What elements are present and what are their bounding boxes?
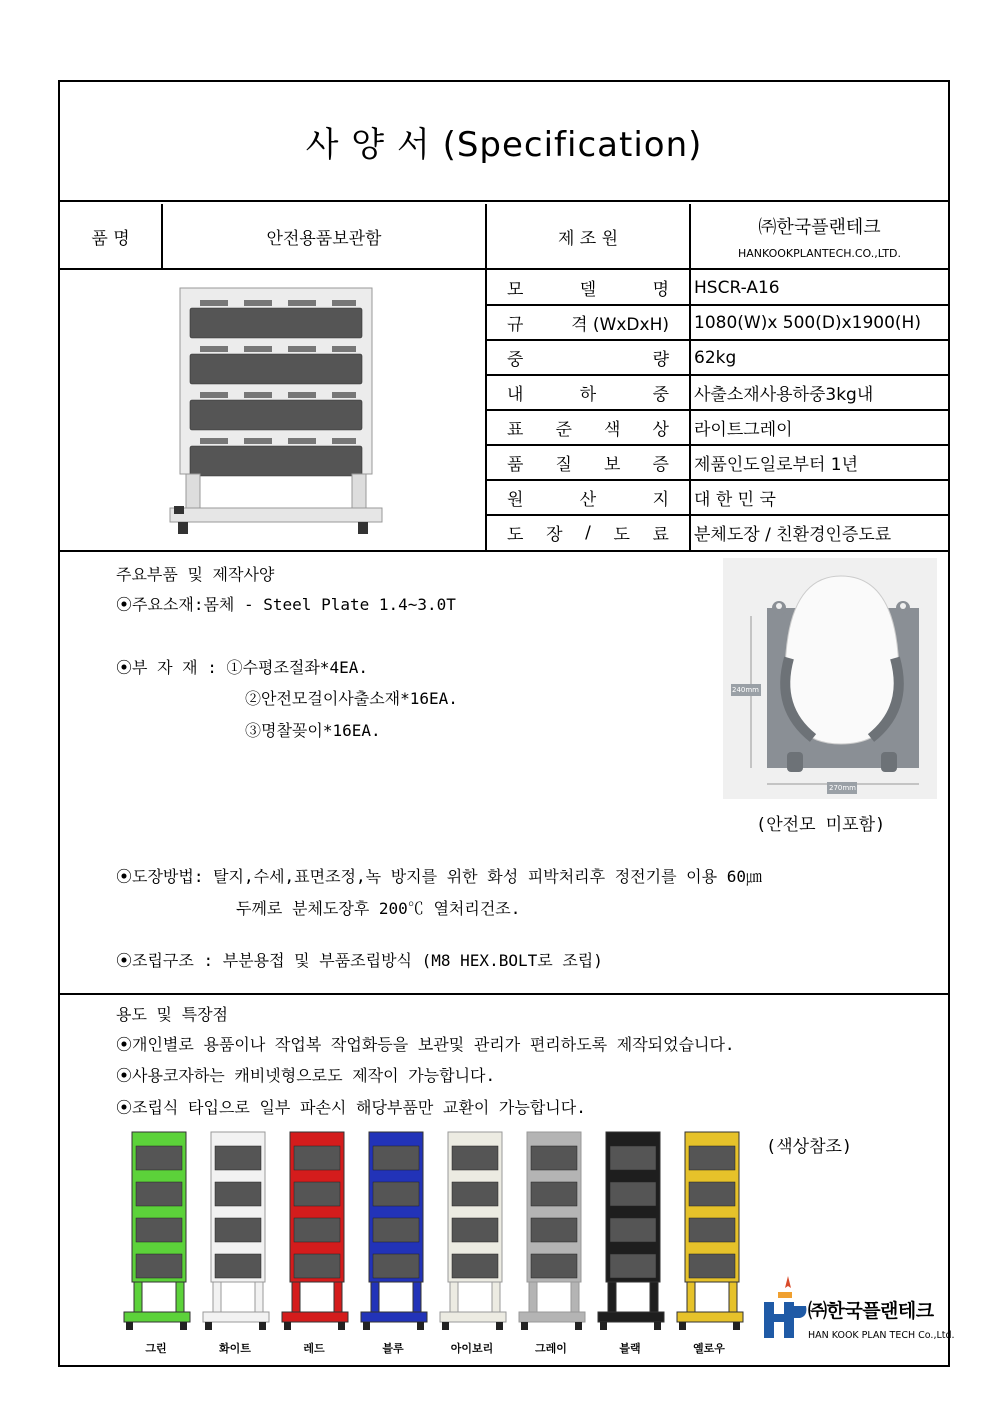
spec-value: 62kg	[694, 347, 737, 368]
color-name: 블루	[382, 1342, 404, 1355]
helmet-holder-image	[723, 558, 937, 799]
dimension-width: 270mm	[829, 784, 856, 792]
color-variant	[120, 1128, 192, 1358]
maker-name: ㈜한국플랜테크	[758, 216, 881, 238]
spec-label-part: 델	[579, 280, 597, 300]
spec-label	[507, 375, 669, 410]
spec-label-part: 료	[652, 525, 669, 545]
spec-value: 라이트그레이	[694, 420, 793, 440]
spec-value: 대 한 민 국	[694, 490, 776, 510]
assembly-structure: ⦿조립구조 : 부분용접 및 부품조립방식 (M8 HEX.BOLT로 조립)	[116, 951, 603, 970]
spec-sheet	[58, 80, 955, 1367]
spec-label-part: 량	[652, 350, 669, 370]
feature-line-2: ⦿사용코자하는 캐비넷형으로도 제작이 가능합니다.	[116, 1066, 496, 1085]
color-name: 옐로우	[693, 1342, 725, 1355]
rack-illustration	[515, 1128, 587, 1334]
spec-label-part: 내	[507, 385, 524, 405]
parts-heading: 주요부품 및 제작사양	[116, 565, 275, 584]
spec-label	[507, 410, 669, 445]
spec-label-part: 격 (WxDxH)	[571, 315, 669, 335]
spec-label	[507, 305, 669, 340]
sub-material-3: ③명찰꽂이*16EA.	[245, 721, 381, 740]
spec-label-part: 산	[579, 490, 597, 510]
spec-label-part: 증	[652, 455, 669, 475]
rack-illustration	[120, 1128, 192, 1334]
color-name: 레드	[303, 1342, 325, 1355]
rack-illustration	[436, 1128, 508, 1334]
paint-method-line2: 두께로 분체도장후 200℃ 열처리건조.	[236, 899, 521, 918]
spec-label-part: 표	[507, 420, 524, 440]
spec-label-part: 보	[604, 455, 621, 475]
spec-value: 분체도장 / 친환경인증도료	[694, 525, 892, 545]
color-variant	[515, 1128, 587, 1358]
maker-label: 제 조 원	[557, 228, 619, 249]
color-name: 화이트	[219, 1342, 251, 1355]
main-material: ⦿주요소재:몸체 - Steel Plate 1.4~3.0T	[116, 595, 456, 614]
color-variant	[199, 1128, 271, 1358]
spec-label-part: /	[585, 522, 591, 543]
feature-line-1: ⦿개인별로 용품이나 작업복 작업화등을 보관및 관리가 편리하도록 제작되었습니다.	[116, 1035, 735, 1054]
logo-mark-icon	[760, 1272, 810, 1342]
spec-label-part: 품	[507, 455, 524, 475]
spec-label-part: 지	[652, 490, 669, 510]
spec-label	[507, 270, 669, 305]
spec-value: 1080(W)x 500(D)x1900(H)	[694, 312, 921, 333]
rack-illustration	[199, 1128, 271, 1334]
spec-value: 사출소재사용하중3kg내	[694, 385, 874, 405]
spec-label-part: 하	[579, 385, 597, 405]
dimension-height: 240mm	[732, 686, 759, 694]
spec-label	[507, 515, 669, 550]
spec-label-part: 중	[652, 385, 669, 405]
spec-label-part: 도	[613, 525, 630, 545]
spec-label-part: 색	[604, 420, 621, 440]
spec-label	[507, 480, 669, 515]
spec-label-part: 도	[507, 525, 524, 545]
color-variant	[357, 1128, 429, 1358]
spec-label-part: 명	[652, 280, 669, 300]
spec-label-part: 질	[555, 455, 572, 475]
color-variant	[673, 1128, 745, 1358]
rack-illustration	[673, 1128, 745, 1334]
spec-label-part: 장	[546, 525, 563, 545]
color-name: 그린	[145, 1342, 167, 1355]
page-title: 사 양 서 (Specification)	[60, 82, 948, 202]
features-heading: 용도 및 특장점	[116, 1005, 229, 1024]
product-value: 안전용품보관함	[266, 228, 382, 249]
spec-label-part: 원	[507, 490, 524, 510]
sub-material-2: ②안전모걸이사출소재*16EA.	[245, 689, 458, 708]
color-name: 그레이	[535, 1342, 567, 1355]
spec-label-part: 모	[507, 280, 524, 300]
spec-value: HSCR-A16	[694, 277, 780, 298]
spec-label	[507, 445, 669, 480]
spec-label-part: 중	[507, 350, 524, 370]
color-note: (색상참조)	[766, 1137, 853, 1157]
product-image	[160, 282, 390, 550]
rack-illustration	[594, 1128, 666, 1334]
company-logo	[760, 1272, 955, 1352]
maker-name-en: HANKOOKPLANTECH.CO.,LTD.	[737, 246, 902, 260]
rack-illustration	[357, 1128, 429, 1334]
sub-material-1: ⦿부 자 재 : ①수평조절좌*4EA.	[116, 658, 368, 677]
helmet-note: (안전모 미포함)	[756, 815, 886, 835]
color-variants	[120, 1128, 760, 1358]
paint-method-line1: ⦿도장방법: 탈지,수세,표면조정,녹 방지를 위한 화성 피박처리후 정전기를 이용 60㎛	[116, 867, 762, 886]
logo-name-en: HAN KOOK PLAN TECH Co.,Ltd.	[808, 1330, 955, 1341]
logo-name: ㈜한국플랜테크	[808, 1300, 934, 1322]
color-variant	[436, 1128, 508, 1358]
spec-value: 제품인도일로부터 1년	[694, 455, 859, 475]
spec-label-part: 규	[507, 315, 524, 335]
color-name: 블랙	[619, 1342, 641, 1355]
color-name: 아이보리	[450, 1342, 494, 1355]
spec-label-part: 상	[652, 420, 669, 440]
feature-line-3: ⦿조립식 타입으로 일부 파손시 해당부품만 교환이 가능합니다.	[116, 1098, 586, 1117]
color-variant	[278, 1128, 350, 1358]
rack-illustration	[278, 1128, 350, 1334]
spec-label	[507, 340, 669, 375]
spec-label-part: 준	[555, 420, 572, 440]
product-label: 품 명	[91, 228, 130, 249]
color-variant	[594, 1128, 666, 1358]
